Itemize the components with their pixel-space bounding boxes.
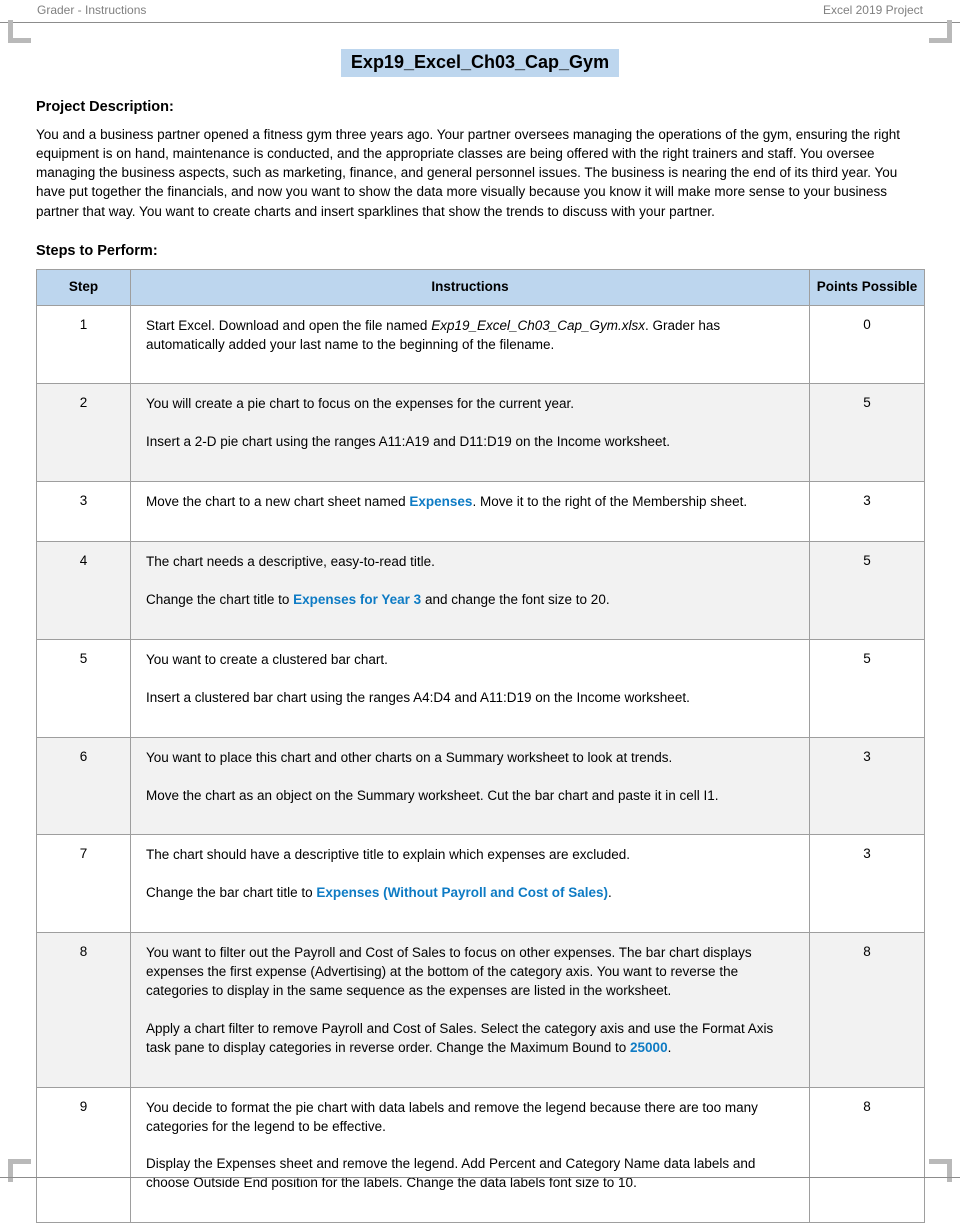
step-points: 3 bbox=[810, 737, 925, 835]
bottom-rule bbox=[0, 1177, 960, 1178]
instruction-text: Insert a 2-D pie chart using the ranges A11:A19 and D11:D19 on the Income worksheet. bbox=[146, 434, 671, 450]
step-points: 0 bbox=[810, 305, 925, 384]
step-points: 5 bbox=[810, 384, 925, 482]
step-instructions bbox=[131, 933, 810, 1087]
instruction-text: . bbox=[667, 1039, 672, 1055]
instruction-text: The chart should have a descriptive title to explain which expenses are excluded. bbox=[146, 847, 631, 863]
step-points: 3 bbox=[810, 482, 925, 542]
step-number: 8 bbox=[37, 933, 131, 1087]
instruction-text: Move the chart to a new chart sheet named bbox=[146, 494, 410, 510]
crop-mark-bottom-right bbox=[929, 1159, 952, 1182]
steps-table-body bbox=[37, 305, 925, 1223]
instruction-text: . Move it to the right of the Membership sheet. bbox=[472, 494, 748, 510]
instruction-text: You want to place this chart and other charts on a Summary worksheet to look at trends. bbox=[146, 749, 673, 765]
step-instructions bbox=[131, 1087, 810, 1223]
instruction-text: Change the chart title to bbox=[146, 592, 294, 607]
table-row bbox=[37, 384, 925, 482]
step-instructions bbox=[131, 835, 810, 933]
project-description-text: You and a business partner opened a fitness gym three years ago. Your partner oversees managing the operations of the gym, ensuring the right equipment is on hand, maintenance is conducted, and the appropriate classes are being offered with the right trainers and staff. You oversee managing the business aspects, such as marketing, finance, and general personnel issues. The business is nearing the end of its third year. You have put together the financials, and now you want to show the data more visually because you know it will make more sense to your business partner that way. You want to create charts and insert sparklines that show the trends to discuss with your partner. bbox=[36, 127, 901, 219]
instruction-text: . bbox=[608, 885, 612, 901]
instruction-text: Insert a clustered bar chart using the ranges A4:D4 and A11:D19 on the Income worksheet. bbox=[146, 689, 690, 705]
table-row bbox=[37, 835, 925, 933]
table-header-row bbox=[37, 269, 925, 305]
table-row bbox=[37, 1087, 925, 1223]
step-number: 1 bbox=[37, 305, 131, 384]
step-number: 2 bbox=[37, 384, 131, 482]
step-number: 7 bbox=[37, 835, 131, 933]
document-body bbox=[36, 99, 924, 1223]
instruction-text: You want to filter out the Payroll and Cost of Sales to focus on other expenses. The bar chart displays expenses the first expense (Advertising) at the bottom of the category axis. You want to reverse the categories to display in the same sequence as the expenses are listed in the worksheet. bbox=[146, 945, 752, 999]
instruction-text: You decide to format the pie chart with data labels and remove the legend because there are too many categories for the legend to be effective. bbox=[146, 1099, 758, 1134]
instruction-text: . Grader has automatically added your last name to the beginning of the filename. bbox=[146, 317, 721, 352]
step-instructions bbox=[131, 737, 810, 835]
step-points: 5 bbox=[810, 542, 925, 640]
instruction-accent-text: Expenses (Without Payroll and Cost of Sales) bbox=[316, 885, 609, 901]
instruction-text: and change the font size to 20. bbox=[421, 592, 610, 607]
instruction-accent-text: Expenses for Year 3 bbox=[293, 592, 422, 607]
step-instructions bbox=[131, 384, 810, 482]
table-row bbox=[37, 737, 925, 835]
header-right-label: Excel 2019 Project bbox=[822, 3, 923, 17]
col-header-points: Points Possible bbox=[810, 269, 925, 305]
table-row bbox=[37, 639, 925, 737]
project-description-heading: Project Description: bbox=[36, 99, 174, 115]
table-row bbox=[37, 305, 925, 384]
instruction-text: Display the Expenses sheet and remove the legend. Add Percent and Category Name data labels and choose Outside End position for the labels. Change the data labels font size to 10. bbox=[146, 1156, 756, 1191]
step-number: 9 bbox=[37, 1087, 131, 1223]
instruction-text: You want to create a clustered bar chart. bbox=[146, 651, 388, 667]
instruction-accent-text: Expenses bbox=[409, 494, 473, 510]
step-points: 5 bbox=[810, 639, 925, 737]
step-number: 4 bbox=[37, 542, 131, 640]
instruction-text: The chart needs a descriptive, easy-to-read title. bbox=[146, 554, 435, 570]
instruction-text: Apply a chart filter to remove Payroll and Cost of Sales. Select the category axis and use the Format Axis task pane to display categories in reverse order. Change the Maximum Bound to bbox=[146, 1020, 774, 1055]
instruction-text: Change the bar chart title to bbox=[146, 885, 317, 901]
step-points: 3 bbox=[810, 835, 925, 933]
steps-heading: Steps to Perform: bbox=[36, 242, 158, 259]
step-points: 8 bbox=[810, 1087, 925, 1223]
table-row bbox=[37, 933, 925, 1087]
step-number: 5 bbox=[37, 639, 131, 737]
instruction-text: Exp19_Excel_Ch03_Cap_Gym.xlsx bbox=[431, 317, 646, 333]
step-number: 6 bbox=[37, 737, 131, 835]
step-number: 3 bbox=[37, 482, 131, 542]
header-left-label: Grader - Instructions bbox=[37, 3, 147, 17]
table-row bbox=[37, 482, 925, 542]
doc-title-highlight: Exp19_Excel_Ch03_Cap_Gym bbox=[341, 49, 619, 77]
page-header bbox=[0, 0, 960, 23]
crop-mark-top-right bbox=[929, 20, 952, 43]
step-instructions bbox=[131, 639, 810, 737]
instruction-text: You will create a pie chart to focus on the expenses for the current year. bbox=[146, 396, 574, 412]
crop-mark-bottom-left bbox=[8, 1159, 31, 1182]
steps-table bbox=[36, 269, 925, 1223]
instruction-text: Move the chart as an object on the Summary worksheet. Cut the bar chart and paste it in cell I1. bbox=[146, 787, 719, 803]
step-points: 8 bbox=[810, 933, 925, 1087]
instruction-accent-text: 25000 bbox=[630, 1039, 668, 1055]
instruction-text: Start Excel. Download and open the file named bbox=[146, 317, 432, 333]
doc-title bbox=[0, 49, 960, 77]
step-instructions bbox=[131, 482, 810, 542]
step-instructions bbox=[131, 542, 810, 640]
col-header-step: Step bbox=[37, 269, 131, 305]
step-instructions bbox=[131, 305, 810, 384]
crop-mark-top-left bbox=[8, 20, 31, 43]
table-row bbox=[37, 542, 925, 640]
col-header-instructions: Instructions bbox=[131, 269, 810, 305]
